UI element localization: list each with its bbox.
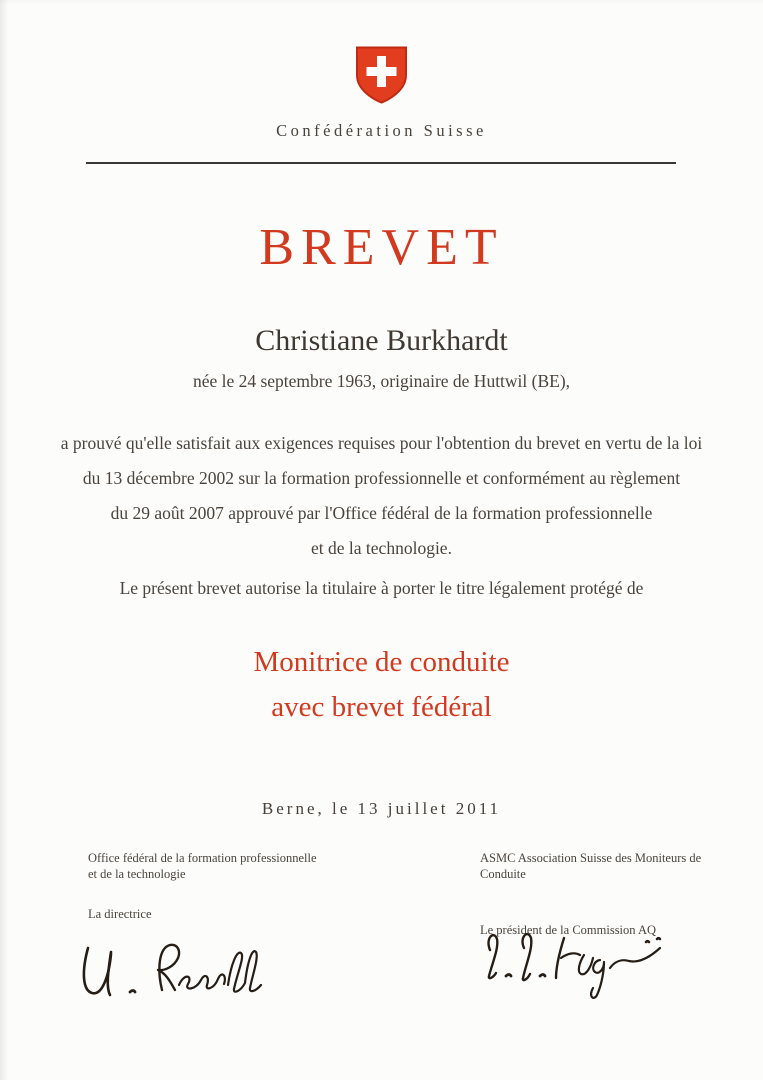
certificate-body	[60, 426, 703, 566]
certificate-title: BREVET	[259, 219, 504, 276]
signature-left-handwriting	[78, 932, 293, 1017]
awarded-title	[0, 640, 763, 730]
left-organization-line-2: et de la technologie	[88, 867, 186, 881]
recipient-name: Christiane Burkhardt	[255, 324, 508, 357]
recipient-birth-line: née le 24 septembre 1963, originaire de Huttwil (BE),	[192, 371, 571, 391]
confederation-label: Confédération Suisse	[276, 121, 487, 140]
body-line-2: du 13 décembre 2002 sur la formation professionnelle et conformément au règlement	[82, 468, 681, 488]
swiss-shield-icon	[0, 44, 763, 106]
awarded-title-line-1: Monitrice de conduite	[253, 646, 510, 678]
signature-right-handwriting	[468, 918, 693, 1015]
left-organization-line-1: Office fédéral de la formation professionnelle	[88, 851, 317, 865]
header-rule	[86, 162, 676, 164]
left-signatory-role: La directrice	[88, 907, 152, 921]
right-signatory-role: Le président de la Commission AQ	[480, 923, 657, 937]
body-line-3: du 29 août 2007 approuvé par l'Office fédéral de la formation professionnelle	[110, 503, 653, 523]
place-date: Berne, le 13 juillet 2011	[261, 799, 502, 818]
body-line-4: et de la technologie.	[311, 538, 452, 558]
authorization-line: Le présent brevet autorise la titulaire à porter le titre légalement protégé de	[119, 578, 644, 598]
body-line-1: a prouvé qu'elle satisfait aux exigences requises pour l'obtention du brevet en vertu de la loi	[60, 433, 703, 453]
signatory-left-block	[88, 850, 408, 922]
right-organization: ASMC Association Suisse des Moniteurs de Conduite	[480, 851, 702, 881]
awarded-title-line-2: avec brevet fédéral	[271, 691, 492, 723]
